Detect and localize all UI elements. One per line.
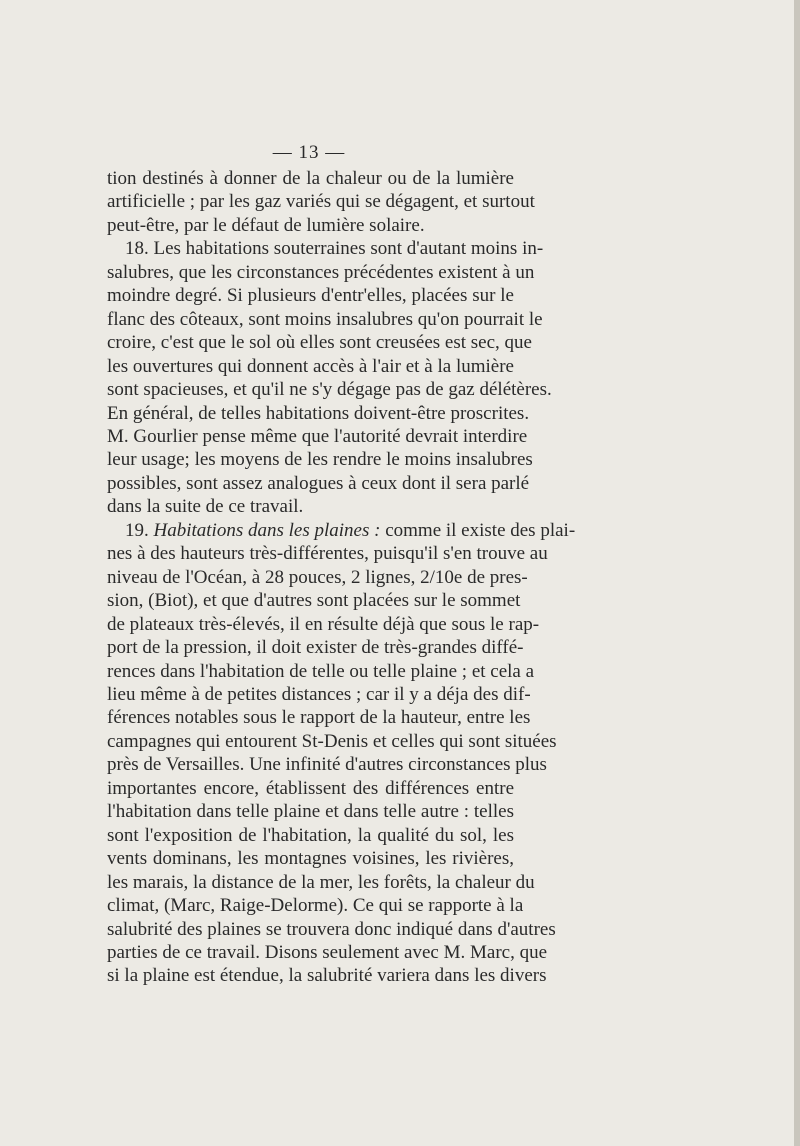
text-line: parties de ce travail. Disons seulement avec M. Marc, que: [107, 941, 548, 963]
page-number: — 13 —: [272, 142, 346, 163]
text-line: leur usage; les moyens de les rendre le moins insalubres: [107, 449, 533, 471]
text-line: moindre degré. Si plusieurs d'entr'elles, placées sur le: [107, 285, 514, 307]
text-line: niveau de l'Océan, à 28 pouces, 2 lignes, 2/10e de pres-: [107, 566, 528, 588]
text-line: si la plaine est étendue, la salubrité variera dans les divers: [107, 965, 547, 987]
text-line: croire, c'est que le sol où elles sont creusées est sec, que: [107, 332, 532, 354]
text-line: sont l'exposition de l'habitation, la qualité du sol, les: [107, 824, 514, 846]
text-line: artificielle ; par les gaz variés qui se dégagent, et surtout: [107, 191, 535, 213]
text-line: férences notables sous le rapport de la hauteur, entre les: [107, 707, 531, 729]
text-line: possibles, sont assez analogues à ceux dont il sera parlé: [107, 472, 530, 494]
text-line: flanc des côteaux, sont moins insalubres qu'on pourrait le: [107, 308, 543, 330]
text-line: salubrité des plaines se trouvera donc indiqué dans d'autres: [107, 918, 556, 940]
text-line: tion destinés à donner de la chaleur ou de la lumière: [107, 168, 514, 189]
text-line: 18. Les habitations souterraines sont d'autant moins in-: [125, 238, 544, 260]
text-line: M. Gourlier pense même que l'autorité devrait interdire: [107, 425, 528, 447]
paragraph-number: 19.: [125, 519, 149, 541]
text-line: les ouvertures qui donnent accès à l'air et à la lumière: [107, 355, 514, 377]
text-line: peut-être, par le défaut de lumière solaire.: [107, 214, 425, 236]
text-line: lieu même à de petites distances ; car il y a déja des dif-: [107, 683, 531, 705]
text-line: campagnes qui entourent St-Denis et celles qui sont situées: [107, 730, 557, 752]
paragraph-19-first-line: [107, 519, 576, 542]
text-line: nes à des hauteurs très-différentes, puisqu'il s'en trouve au: [107, 543, 548, 565]
text-line: dans la suite de ce travail.: [107, 496, 304, 518]
text-line: l'habitation dans telle plaine et dans telle autre : telles: [107, 801, 514, 823]
text-line: les marais, la distance de la mer, les forêts, la chaleur du: [107, 871, 535, 893]
text-line: vents dominans, les montagnes voisines, les rivières,: [107, 848, 514, 870]
body-text: [107, 167, 576, 988]
text-line: port de la pression, il doit exister de très-grandes diffé-: [107, 637, 524, 659]
text-line: sion, (Biot), et que d'autres sont placées sur le sommet: [107, 590, 521, 612]
text-line: de plateaux très-élevés, il en résulte déjà que sous le rap-: [107, 613, 540, 635]
page-edge: [794, 0, 800, 1146]
text-line: salubres, que les circonstances précédentes existent à un: [107, 261, 535, 283]
text-fragment: comme il existe des plai-: [385, 519, 576, 541]
text-line: rences dans l'habitation de telle ou telle plaine ; et cela a: [107, 660, 535, 682]
text-line: près de Versailles. Une infinité d'autres circonstances plus: [107, 754, 547, 776]
text-line: sont spacieuses, et qu'il ne s'y dégage pas de gaz délétères.: [107, 379, 552, 401]
text-line: climat, (Marc, Raige-Delorme). Ce qui se rapporte à la: [107, 895, 524, 917]
section-heading: Habitations dans les plaines :: [153, 519, 381, 541]
text-line: En général, de telles habitations doivent-être proscrites.: [107, 402, 530, 424]
text-line: importantes encore, établissent des différences entre: [107, 777, 514, 799]
